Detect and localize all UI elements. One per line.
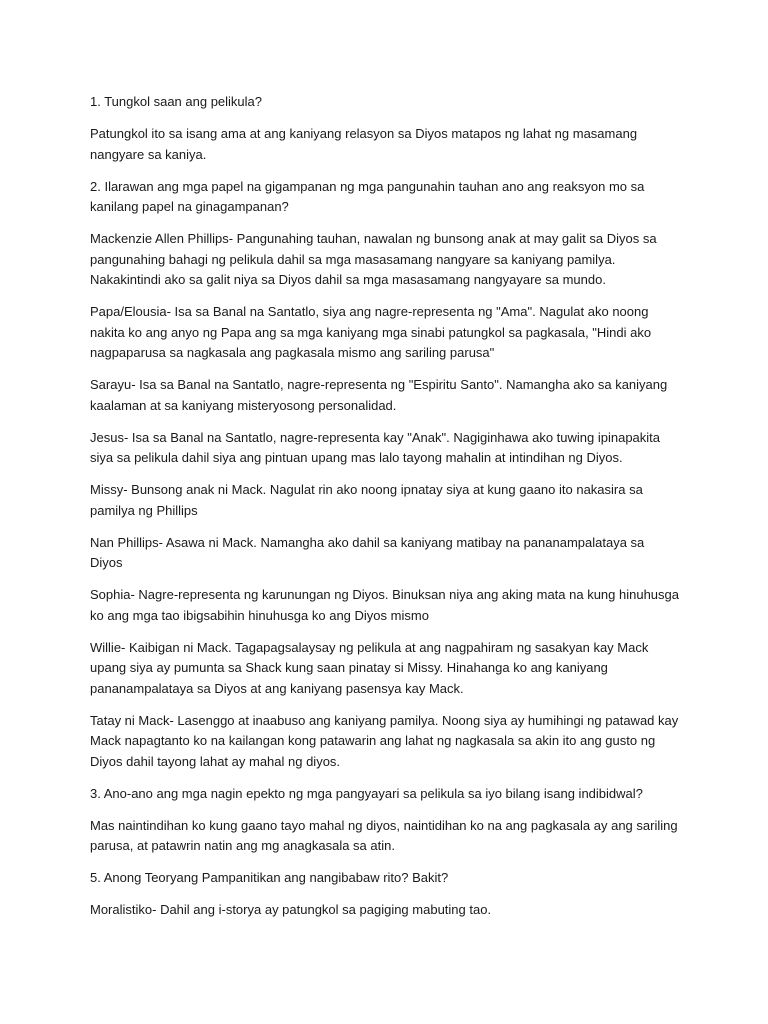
character-nan-phillips: Nan Phillips- Asawa ni Mack. Namangha ako dahil sa kaniyang matibay na pananampalataya sa Diyos (90, 534, 645, 570)
answer-1: Patungkol ito sa isang ama at ang kaniyang relasyon sa Diyos matapos ng lahat ng masamang nangyare sa kaniya. (90, 126, 638, 162)
character-sophia: Sophia- Nagre-representa ng karunungan ng Diyos. Binuksan niya ang aking mata na kung hinuhusga ko ang mga tao ibigsabihin hinuhusga ko ang Diyos mismo (90, 587, 679, 623)
question-3: 3. Ano-ano ang mga nagin epekto ng mga pangyayari sa pelikula sa iyo bilang isang indibidwal? (90, 785, 643, 801)
character-mackenzie: Mackenzie Allen Phillips- Pangunahing tauhan, nawalan ng bunsong anak at may galit sa Diyos sa pangunahing bahagi ng pelikula dahil sa mga masasamang nangyare sa kaniyang pamilya. Nakakintindi ako sa galit niya sa Diyos dahil sa mga masasamang nangyayare sa mundo. (90, 231, 657, 287)
character-papa-elousia: Papa/Elousia- Isa sa Banal na Santatlo, siya ang nagre-representa ng "Ama". Nagulat ako noong nakita ko ang anyo ng Papa ang sa mga kaniyang mga sinabi patungkol sa pagkasala, "Hindi ako nagpaparusa sa nagkasala ang pagkasala mismo ang sariling parusa" (90, 304, 652, 360)
character-sarayu: Sarayu- Isa sa Banal na Santatlo, nagre-representa ng "Espiritu Santo". Namangha ako sa kaniyang kaalaman at sa kaniyang misteryosong personalidad. (90, 377, 668, 413)
character-willie: Willie- Kaibigan ni Mack. Tagapagsalaysay ng pelikula at ang nagpahiram ng sasakyan kay Mack upang siya ay pumunta sa Shack kung saan pinatay si Missy. Hinahanga ko ang kaniyang pananampalataya sa Diyos at ang kaniyang pasensya kay Mack. (90, 639, 649, 696)
character-tatay-ni-mack: Tatay ni Mack- Lasenggo at inaabuso ang kaniyang pamilya. Noong siya ay humihingi ng patawad kay Mack napagtanto ko na kailangan kong patawarin ang lahat ng nagkasala sa akin ito ang gusto ng Diyos dahil tayong lahat ay mahal ng diyos. (90, 712, 679, 769)
character-missy: Missy- Bunsong anak ni Mack. Nagulat rin ako noong ipnatay siya at kung gaano ito nakasira sa pamilya ng Phillips (90, 482, 643, 518)
answer-5: Moralistiko- Dahil ang i-storya ay patungkol sa pagiging mabuting tao. (90, 902, 492, 917)
question-5: 5. Anong Teoryang Pampanitikan ang nangibabaw rito? Bakit? (90, 870, 449, 885)
question-2: 2. Ilarawan ang mga papel na gigampanan ng mga pangunahin tauhan ano ang reaksyon mo sa kanilang papel na ginagampanan? (90, 178, 645, 214)
answer-3: Mas naintindihan ko kung gaano tayo mahal ng diyos, naintidihan ko na ang pagkasala ay ang sariling parusa, at patawrin natin ang mg anagkasala sa atin. (90, 817, 678, 853)
question-1: 1. Tungkol saan ang pelikula? (90, 94, 263, 109)
character-jesus: Jesus- Isa sa Banal na Santatlo, nagre-representa kay "Anak". Nagiginhawa ako tuwing ipinapakita siya sa pelikula dahil siya ang pintuan upang mas lalo tayong mahalin at intindihan ng Diyos. (90, 429, 661, 465)
document-body (90, 92, 680, 932)
